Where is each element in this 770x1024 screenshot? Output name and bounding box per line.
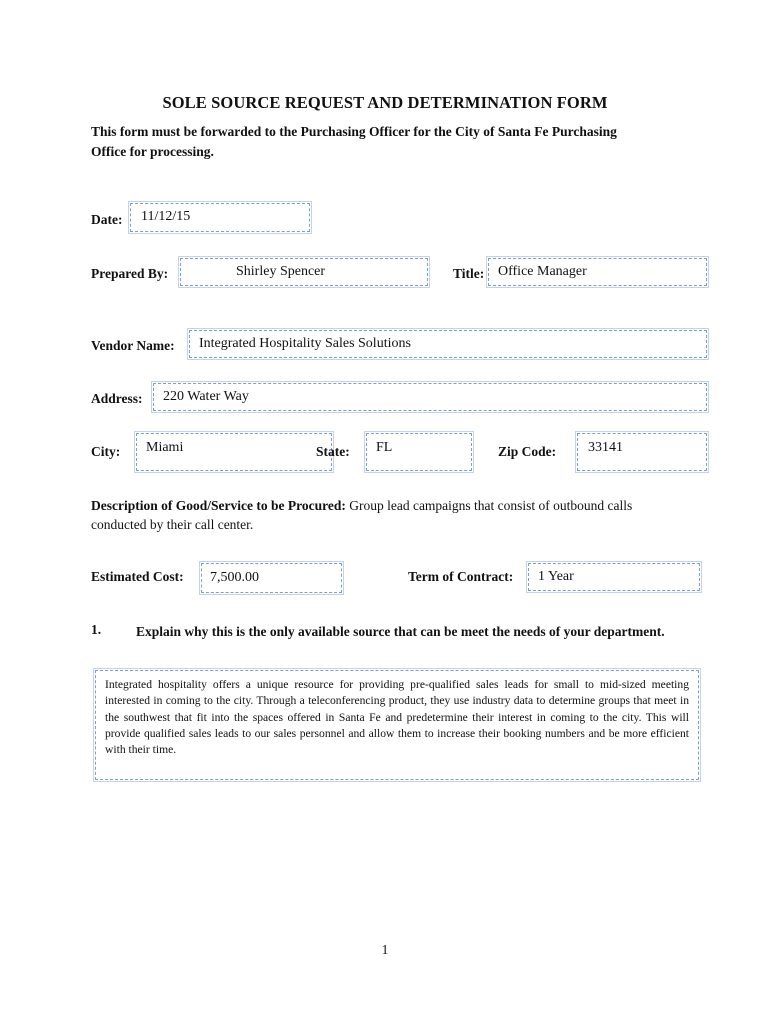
term-of-contract-label: Term of Contract: xyxy=(408,569,514,584)
prepared-by-value: Shirley Spencer xyxy=(236,264,326,279)
form-title: SOLE SOURCE REQUEST AND DETERMINATION FORM xyxy=(162,93,608,112)
zip-code-field[interactable] xyxy=(577,433,707,471)
state-label: State: xyxy=(316,444,350,459)
zip-code-value: 33141 xyxy=(588,440,623,455)
term-of-contract-field[interactable] xyxy=(528,563,700,591)
description-block xyxy=(91,496,691,534)
state-field[interactable] xyxy=(366,433,472,471)
page-number: 1 xyxy=(381,942,389,957)
vendor-name-label: Vendor Name: xyxy=(91,338,175,353)
title-field[interactable] xyxy=(488,258,707,286)
answer-field[interactable]: Integrated hospitality offers a unique resource for providing pre-qualified sales leads for small to mid-sized meeting interested in coming to the city. Through a teleconferencing product, they use industry data to determine groups that meet in the southwest that fit into the spaces offered in Santa Fe and predetermine their interest in coming to the city. This will provide qualified sales leads to our sales personnel and allow them to increase their booking numbers and be more efficient with their time. xyxy=(95,670,699,780)
city-field[interactable] xyxy=(136,433,332,471)
description-label: Description of Good/Service to be Procured: xyxy=(91,498,346,513)
state-value: FL xyxy=(376,440,393,455)
estimated-cost-label: Estimated Cost: xyxy=(91,569,184,584)
term-of-contract-value: 1 Year xyxy=(538,569,574,584)
question-text: Explain why this is the only available source that can be meet the needs of your department. xyxy=(136,624,665,639)
title-value: Office Manager xyxy=(498,264,587,279)
date-value: 11/12/15 xyxy=(141,209,191,224)
date-label: Date: xyxy=(91,212,123,227)
zip-code-label: Zip Code: xyxy=(498,444,557,459)
description-value: Group lead campaigns that consist of outbound calls conducted by their call center. xyxy=(91,498,633,532)
city-value: Miami xyxy=(146,440,184,455)
question-number: 1. xyxy=(91,622,102,637)
form-intro: This form must be forwarded to the Purchasing Officer for the City of Santa Fe Purchasing Office for processing. xyxy=(91,124,617,159)
date-field[interactable] xyxy=(130,203,310,232)
address-value: 220 Water Way xyxy=(163,389,249,404)
address-field[interactable] xyxy=(153,383,707,411)
prepared-by-label: Prepared By: xyxy=(91,266,169,281)
estimated-cost-field[interactable] xyxy=(201,563,342,593)
vendor-name-value: Integrated Hospitality Sales Solutions xyxy=(199,336,411,351)
city-label: City: xyxy=(91,444,121,459)
vendor-name-field[interactable] xyxy=(189,330,707,358)
address-label: Address: xyxy=(91,391,143,406)
title-label: Title: xyxy=(453,266,485,281)
prepared-by-field[interactable] xyxy=(180,258,428,286)
estimated-cost-value: 7,500.00 xyxy=(210,570,259,585)
